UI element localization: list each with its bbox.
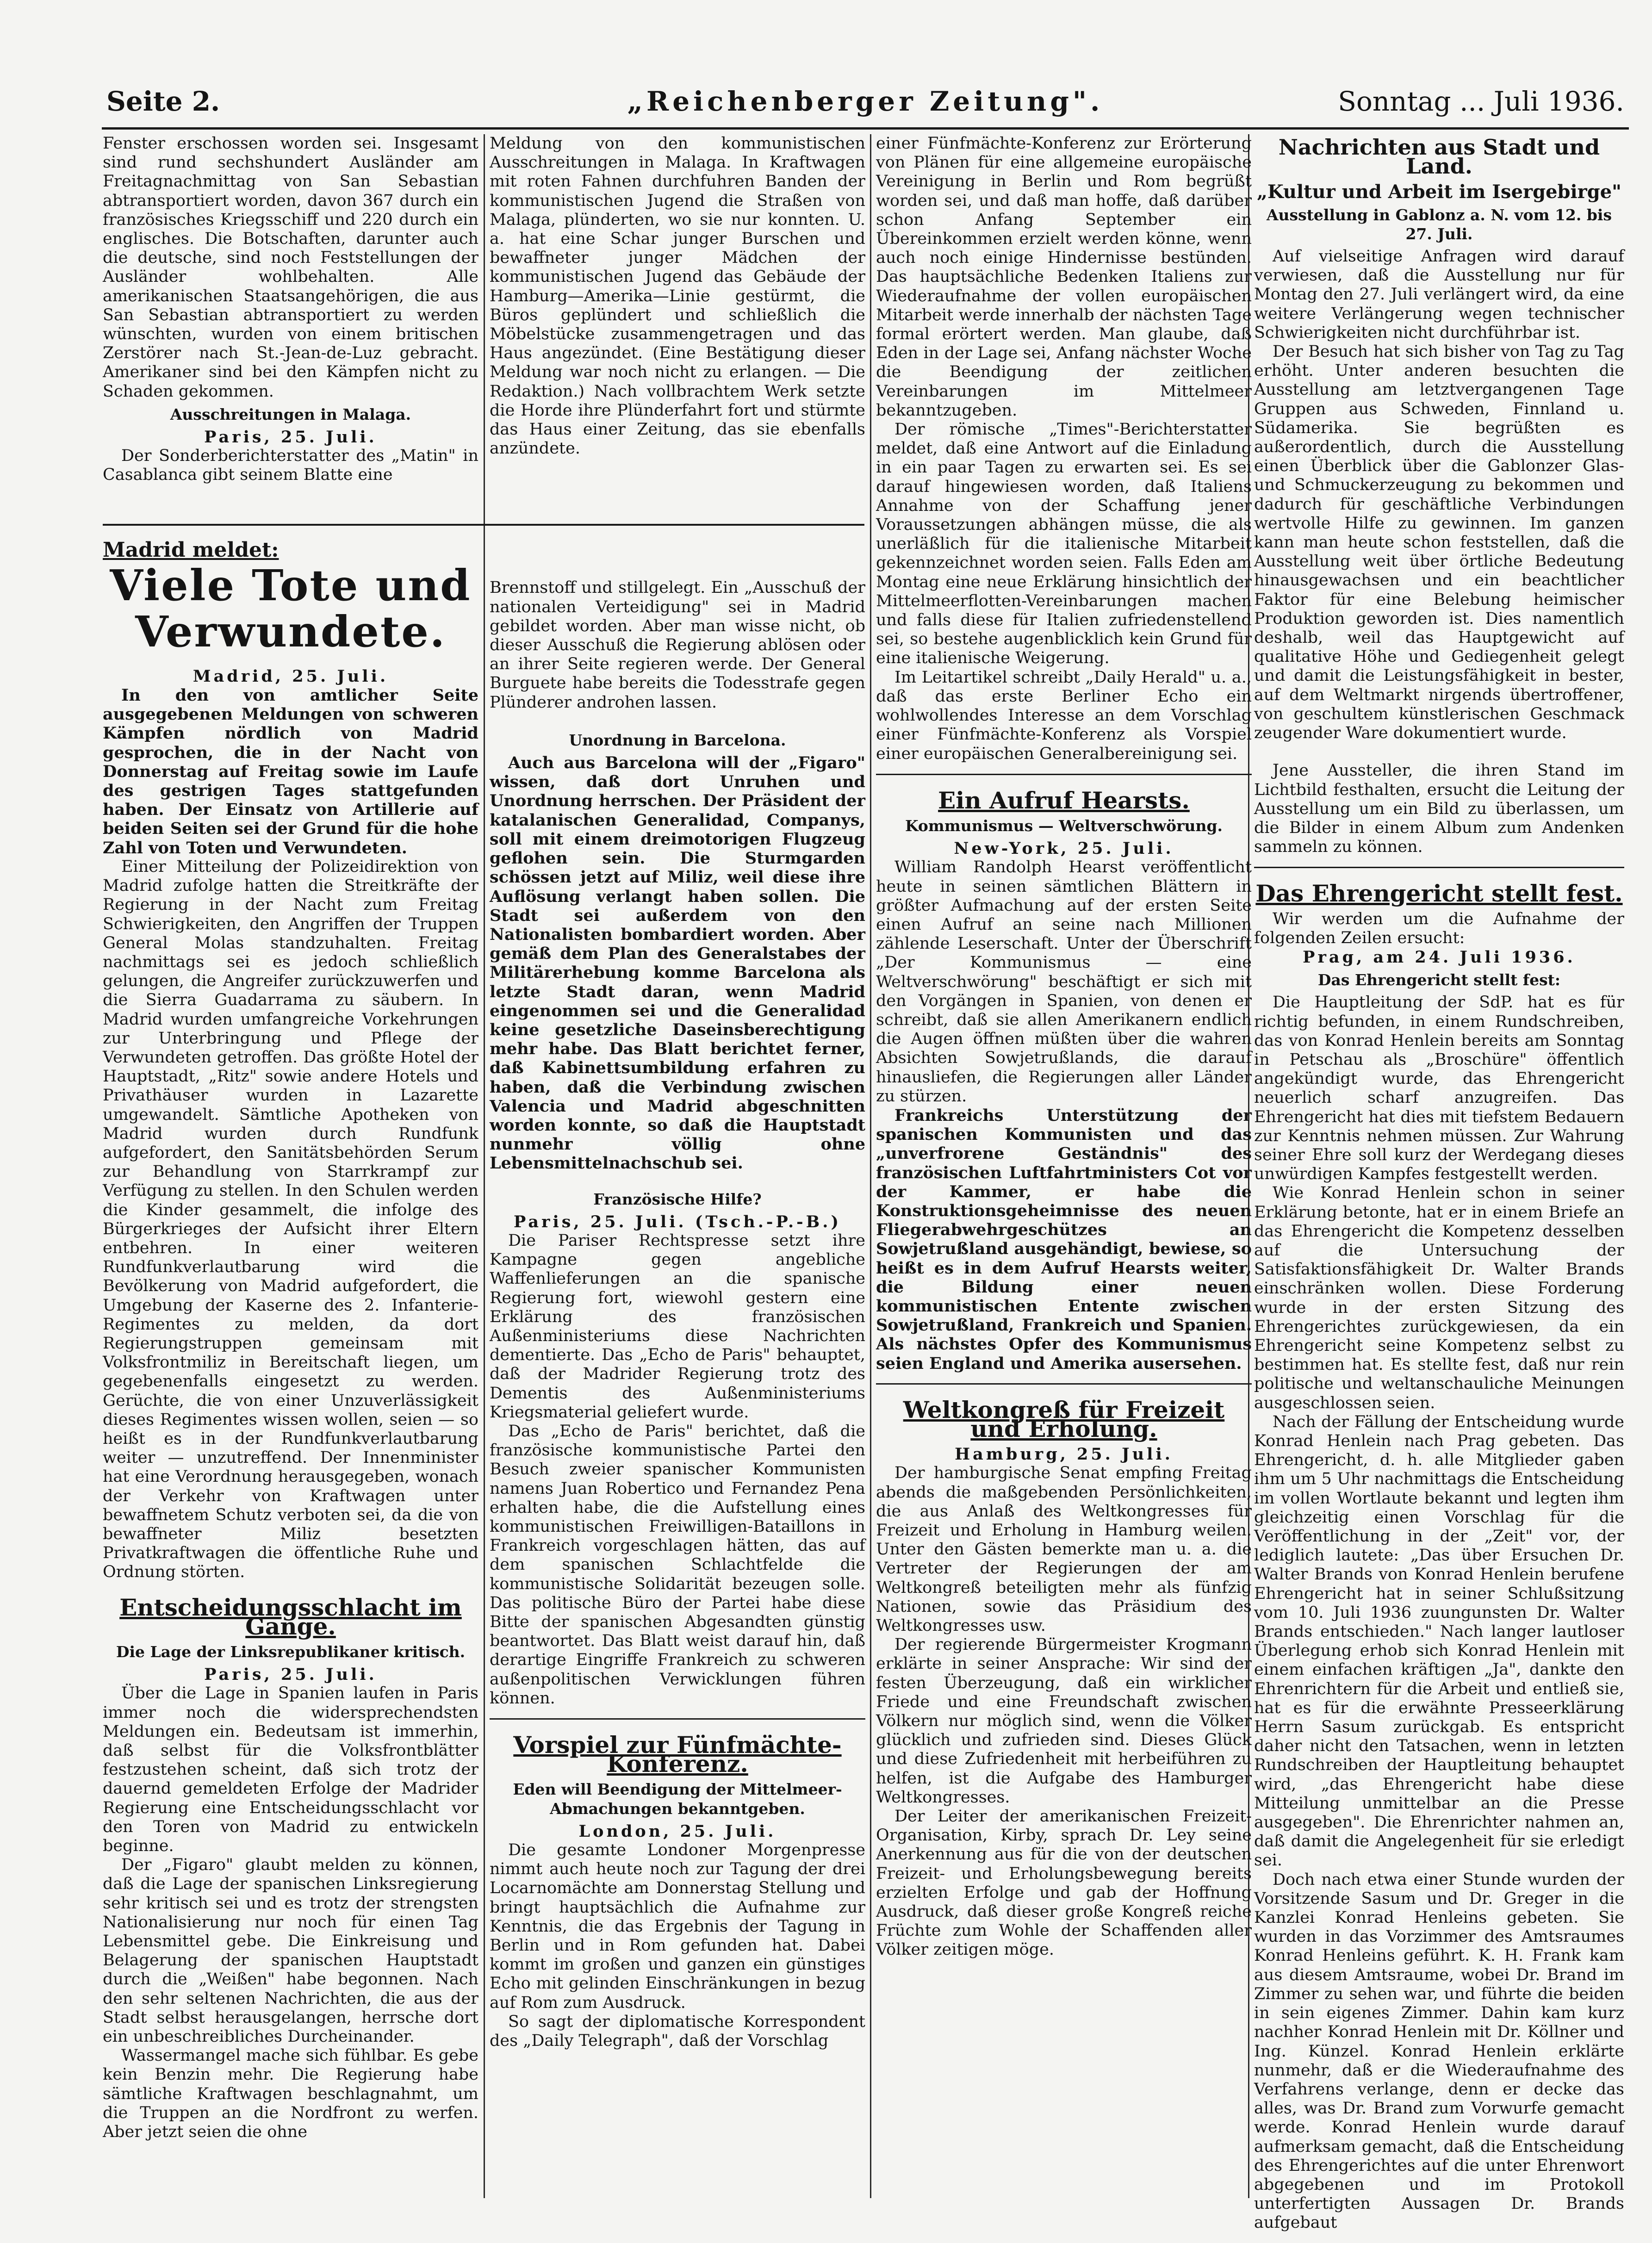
dateline: Hamburg, 25. Juli.	[955, 1445, 1173, 1464]
article-paragraph: Nach der Fällung der Entscheidung wurde Konrad Henlein nach Prag gebeten. Das Ehrengericht, d. h. alle Mitglieder gaben ihm um 5 Uhr nachmittags die Entscheidung im vollen Wortlaute bekannt und legten ihm gleichzeitig einen Vorschlag für die Veröffentlichung in der „Zeit" vor, der lediglich lautete: „Das über Ersuchen Dr. Walter Brands von Konrad Henlein berufene Ehrengericht hat in seiner Schlußsitzung vom 10. Juli 1936 zuungunsten Dr. Walter Brands entschieden." Nach langer lautloser Überlegung erhob sich Konrad Henlein mit einem einfachen kräftigen „Ja", dankte den Ehrenrichtern für die Arbeit und entließ sie, hat es für die erwähnte Presseerklärung Herrn Sasum zurückgab. Es entspricht daher nicht den Tatsachen, wenn in letzten Rundschreiben der Hauptleitung behauptet wird, „das Ehrengericht habe diese Mitteilung unmittelbar an die Presse ausgegeben". Die Ehrenrichter nahmen an, daß damit die Angelegenheit für sie erledigt sei.	[1254, 1412, 1624, 1870]
article-paragraph: Wie Konrad Henlein schon in seiner Erklärung betonte, hat er in einem Briefe an das Ehrengericht die Kompetenz desselben auf die Untersuchung der Satisfaktionsfähigkeit Dr. Walter Brands einschränken wollen. Diese Forderung wurde in der ersten Sitzung des Ehrengerichtes zurückgewiesen, da ein Ehrengericht seine Kompetenz selbst zu bestimmen hat. Es stellte fest, daß nur rein politische und weltanschauliche Meinungen ausgeschlossen seien.	[1254, 1184, 1624, 1412]
article-paragraph: Der regierende Bürgermeister Krogmann erklärte in seiner Ansprache: Wir sind der festen Überzeugung, daß ein wirklicher Friede und eine Freundschaft zwischen Völkern nur möglich sind, wenn die Völker glücklich und zufrieden sind. Dieses Glück und diese Zufriedenheit mit herbeiführen zu helfen, ist die Aufgabe des Hamburger Weltkongresses.	[876, 1635, 1252, 1807]
column-4	[1254, 134, 1624, 2232]
kicker: Madrid meldet:	[103, 538, 279, 562]
page-number: Seite 2.	[106, 86, 220, 117]
main-headline: Viele Tote und Verwundete.	[110, 560, 472, 657]
subheadline: Eden will Beendigung der Mittelmeer-Abmachungen bekanntgeben.	[513, 1780, 842, 1818]
section-heading: Unordnung in Barcelona.	[569, 731, 786, 749]
section-title: Nachrichten aus Stadt und Land.	[1278, 135, 1600, 179]
column-rule	[484, 134, 485, 2198]
subheadline: Kommunismus — Weltverschwörung.	[905, 816, 1223, 835]
article-headline: Vorspiel zur Fünfmächte-Konferenz.	[513, 1731, 842, 1778]
article-paragraph: Auch aus Barcelona will der „Figaro" wissen, daß dort Unruhen und Unordnung herrschen. Der Präsident der katalanischen Generalidad, Companys, soll mit einem dreimotorigen Flugzeug geflohen sein. Die Sturmgarden schössen jetzt auf Miliz, weil diese ihre Auflösung verlangt haben sollen. Die Stadt sei außerdem von den Nationalisten bombardiert worden. Aber gemäß dem Plan des Generalstabes der Militärerhebung komme Barcelona als letzte Stadt daran, wenn Madrid eingenommen sei und die Generalidad keine gesetzliche Daseinsberechtigung mehr habe. Das Blatt berichtet ferner, daß Kabinettsumbildung erfahren zu haben, daß die Verbindung zwischen Valencia und Madrid abgeschnitten worden konnte, so daß die Hauptstadt nunmehr völlig ohne Lebensmittelnachschub sei.	[490, 753, 865, 1173]
article-paragraph: Der „Figaro" glaubt melden zu können, daß die Lage der spanischen Linksregierung sehr kritisch sei und es trotz der strengsten Nationalisierung nur noch für einen Tag Lebensmittel gebe. Die Einkreisung und Belagerung der spanischen Hauptstadt durch die „Weißen" habe begonnen. Nach den sehr seltenen Nachrichten, die aus der Stadt selbst herausgelangen, herrsche dort ein unbeschreibliches Durcheinander.	[103, 1856, 478, 2046]
article-paragraph: Wassermangel mache sich fühlbar. Es gebe kein Benzin mehr. Die Regierung habe sämtliche Kraftwagen beschlagnahmt, um die Truppen an die Nordfront zu werfen. Aber jetzt seien die ohne	[103, 2046, 478, 2142]
section-heading: Ausschreitungen in Malaga.	[170, 405, 411, 423]
article-paragraph: Im Leitartikel schreibt „Daily Herald" u. a., daß das erste Berliner Echo ein wohlwollendes Interesse an dem Vorschlag einer Fünfmächte-Konferenz als Vorspiel einer europäischen Generalbereinigung sei.	[876, 668, 1252, 763]
header-rule	[102, 127, 1629, 130]
article-paragraph: Die gesamte Londoner Morgenpresse nimmt auch heute noch zur Tagung der drei Locarnomächte am Donnerstag Stellung und bringt hauptsächlich die Aufnahme zur Kenntnis, die das Ergebnis der Tagung in Berlin und in Rom gefunden hat. Dabei kommt im großen und ganzen ein günstiges Echo mit gelinden Einschränkungen in bezug auf Rom zum Ausdruck.	[490, 1841, 865, 2012]
subheadline: Die Lage der Linksrepublikaner kritisch.	[116, 1643, 466, 1661]
subheadline: Ausstellung in Gablonz a. N. vom 12. bis 27. Juli.	[1266, 205, 1612, 243]
article-paragraph: So sagt der diplomatische Korrespondent des „Daily Telegraph", daß der Vorschlag	[490, 2012, 865, 2050]
column-1	[103, 134, 478, 2203]
column-2	[490, 134, 865, 2203]
article-paragraph: Der hamburgische Senat empfing Freitag abends die maßgebenden Persönlichkeiten, die aus Anlaß des Weltkongresses für Freizeit und Erholung in Hamburg weilen. Unter den Gästen bemerkte man u. a. die Vertreter der Regierungen der am Weltkongreß beteiligten mehr als fünfzig Nationen, sowie das Präsidium des Weltkongresses usw.	[876, 1464, 1252, 1635]
article-paragraph: Brennstoff und stillgelegt. Ein „Ausschuß der nationalen Verteidigung" sei in Madrid gebildet worden. Aber man wisse nicht, ob dieser Ausschuß die Regierung ablösen oder an ihrer Seite regieren werde. Der General Burguete habe bereits die Todesstrafe gegen Plünderer androhen lassen.	[490, 578, 865, 712]
article-paragraph: Die Pariser Rechtspresse setzt ihre Kampagne gegen angebliche Waffenlieferungen an die spanische Regierung fort, wiewohl gestern eine Erklärung des französischen Außenministeriums diese Nachrichten dementierte. Das „Echo de Paris" behauptet, daß der Madrider Regierung trotz des Dementis des Außenministeriums Kriegsmaterial geliefert wurde.	[490, 1231, 865, 1422]
article-paragraph: Jene Aussteller, die ihren Stand im Lichtbild festhalten, ersucht die Leitung der Ausstellung um ein Bild zu überlassen, um die Bilder in einem Album zum Andenken sammeln zu können.	[1254, 761, 1624, 857]
column-3	[876, 134, 1252, 2203]
article-divider	[490, 1718, 865, 1720]
article-paragraph: Frankreichs Unterstützung der spanischen Kommunisten und das „unverfrorene Geständnis" des französischen Luftfahrtministers Cot vor der Kammer, er habe die Konstruktionsgeheimnisse des neuen Fliegerabwehrgeschützes an Sowjetrußland ausgehändigt, bewiese, so heißt es in dem Aufruf Hearsts weiter, die Bildung einer neuen kommunistischen Entente zwischen Sowjetrußland, Frankreich und Spanien. Als nächstes Opfer des Kommunismus seien England und Amerika ausersehen.	[876, 1106, 1252, 1373]
article-paragraph: Auf vielseitige Anfragen wird darauf verwiesen, daß die Ausstellung nur für Montag den 27. Juli verlängert wird, da eine weitere Verlängerung wegen technischer Schwierigkeiten nicht durchführbar ist.	[1254, 247, 1624, 342]
article-paragraph: Wir werden um die Aufnahme der folgenden Zeilen ersucht:	[1254, 909, 1624, 947]
dateline: Madrid, 25. Juli.	[193, 666, 389, 686]
article-headline: „Kultur und Arbeit im Isergebirge"	[1256, 181, 1622, 203]
article-paragraph: Doch nach etwa einer Stunde wurden der Vorsitzende Sasum und Dr. Greger in die Kanzlei Konrad Henleins gebeten. Sie wurden in das Vorzimmer des Amtsraumes Konrad Henleins geführt. K. H. Frank kam aus diesem Amtsraume, wobei Dr. Brand im Zimmer zu sehen war, und führte die beiden in sein eigenes Zimmer. Dahin kam kurz nachher Konrad Henlein mit Dr. Köllner und Ing. Künzel. Konrad Henlein erklärte nunmehr, daß er die Wiederaufnahme des Verfahrens verlange, denn er decke das alles, was Dr. Brand zum Vorwurfe gemacht werde. Konrad Henlein wurde darauf aufmerksam gemacht, daß die Entscheidung des Ehrengerichtes auf die unter Ehrenwort abgegebenen und im Protokoll unterfertigten Aussagen Dr. Brands aufgebaut	[1254, 1870, 1624, 2232]
issue-date: Sonntag ... Juli 1936.	[1338, 86, 1624, 117]
dateline: Prag, am 24. Juli 1936.	[1303, 947, 1576, 967]
article-paragraph: Einer Mitteilung der Polizeidirektion von Madrid zufolge hatten die Streitkräfte der Regierung in der Nacht zum Freitag Schwierigkeiten, den Angriffen der Truppen General Molas standzuhalten. Freitag nachmittags sei es jedoch schließlich gelungen, die Angreifer zurückzuwerfen und die Sierra Guadarrama zu säubern. In Madrid wurden umfangreiche Vorkehrungen zur Unterbringung und Pflege der Verwundeten getroffen. Das größte Hotel der Hauptstadt, „Ritz" sowie andere Hotels und Privathäuser wurden in Lazarette umgewandelt. Sämtliche Apotheken von Madrid wurden durch Rundfunk aufgefordert, den Sanitätsbehörden Serum zur Behandlung von Starrkrampf zur Verfügung zu stellen. In den Schulen werden die Kinder gesammelt, die infolge des Bürgerkrieges der Aufsicht ihrer Eltern entbehren. In einer weiteren Rundfunkverlautbarung wird die Bevölkerung von Madrid aufgefordert, die Umgebung der Kaserne des 2. Infanterie-Regimentes zu melden, da dort Regierungstruppen gemeinsam mit Volksfrontmiliz in Bereitschaft liegen, um gegebenenfalls eingesetzt zu werden. Gerüchte, die von einer Unzuverlässigkeit dieses Regimentes wissen wollen, seien — so heißt es in der Rundfunkverlautbarung weiter — unzutreffend. Der Innenminister hat eine Verordnung herausgegeben, wonach der Verkehr von Kraftwagen unter bewaffnetem Schutz verboten sei, da die von bewaffneter Miliz besetzten Privatkraftwagen die öffentliche Ruhe und Ordnung störten.	[103, 857, 478, 1582]
section-heading: Französische Hilfe?	[593, 1190, 762, 1208]
article-divider	[1254, 867, 1624, 868]
article-paragraph: Der Leiter der amerikanischen Freizeit-Organisation, Kirby, sprach Dr. Ley seine Anerkennung aus für die von der deutschen Freizeit- und Erholungsbewegung bereits erzielten Erfolge und gab der Hoffnung Ausdruck, daß dieser große Kongreß reiche Früchte zum Wohle der Schaffenden aller Völker zeitigen möge.	[876, 1807, 1252, 1959]
article-paragraph: einer Fünfmächte-Konferenz zur Erörterung von Plänen für eine allgemeine europäische Vereinigung in Berlin und Rom begrüßt worden sei, und daß man hoffe, daß darüber schon Anfang September ein Übereinkommen erzielt werden könne, wenn auch noch einige Hindernisse bestünden. Das hauptsächliche Bedenken Italiens zur Wiederaufnahme der vollen europäischen Mitarbeit werde innerhalb der nächsten Tage formal erörtert werden. Man glaube, daß Eden in der Lage sei, Anfang nächster Woche die Beendigung der zeitlichen Vereinbarungen im Mittelmeer bekanntzugeben.	[876, 134, 1252, 420]
dateline: New-York, 25. Juli.	[954, 839, 1174, 858]
article-divider	[876, 1383, 1252, 1385]
article-paragraph: Der Sonderberichterstatter des „Matin" in Casablanca gibt seinem Blatte eine	[103, 447, 478, 485]
article-divider	[876, 774, 1252, 775]
dateline: Paris, 25. Juli. (Tsch.-P.-B.)	[513, 1212, 842, 1231]
article-paragraph: William Randolph Hearst veröffentlicht heute in seinen sämtlichen Blättern in größter Aufmachung auf der ersten Seite einen Aufruf an seine nach Millionen zählende Leserschaft. Unter der Überschrift „Der Kommunismus — eine Weltverschwörung" beschäftigt er sich mit den Vorgängen in Spanien, von denen er schreibt, daß sie allen Amerikanern endlich die Augen öffnen müßten über die wahren Absichten Sowjetrußlands, die darauf hinausliefen, die Regierungen aller Länder zu stürzen.	[876, 858, 1252, 1106]
subheadline: Das Ehrengericht stellt fest:	[1317, 971, 1561, 989]
column-rule	[870, 134, 871, 2198]
article-paragraph: Die Hauptleitung der SdP. hat es für richtig befunden, in einem Rundschreiben, das von Konrad Henlein bereits am Sonntag in Petschau als „Broschüre" öffentlich angekündigt wurde, das Ehrengericht neuerlich scharf anzugreifen. Das Ehrengericht hat dies mit tiefstem Bedauern zur Kenntnis nehmen müssen. Zur Wahrung seiner Ehre soll kurz der Werdegang dieses unwürdigen Kampfes festgestellt werden.	[1254, 993, 1624, 1184]
section-rule	[103, 524, 864, 526]
page-header	[106, 81, 1624, 123]
article-paragraph: Das „Echo de Paris" berichtet, daß die französische kommunistische Partei den Besuch zweier spanischer Kommunisten namens Juan Robertico und Fernandez Pena erhalten habe, die die Aufstellung eines kommunistischen Freiwilligen-Bataillons in Frankreich vorgeschlagen hätten, das auf dem spanischen Schlachtfelde die kommunistische Solidarität bezeugen solle. Das politische Büro der Partei habe diese Bitte der spanischen Abgesandten günstig beantwortet. Das Blatt weist darauf hin, daß derartige Eingriffe Frankreich zu schweren außenpolitischen Verwicklungen führen können.	[490, 1422, 865, 1708]
article-paragraph: Der römische „Times"-Berichterstatter meldet, daß eine Antwort auf die Einladung in ein paar Tagen zu erwarten sei. Es sei darauf hingewiesen worden, daß Italiens Annahme von der Schaffung jener Voraussetzungen abhängen müsse, die als unerläßlich für die italienische Mitarbeit gekennzeichnet worden seien. Falls Eden am Montag eine neue Erklärung hinsichtlich der Mittelmeerflotten-Vereinbarungen machen und falls diese für Italien zufriedenstellend sei, so bestehe augenblicklich kein Grund für eine italienische Weigerung.	[876, 420, 1252, 668]
article-paragraph: Meldung von den kommunistischen Ausschreitungen in Malaga. In Kraftwagen mit roten Fahnen durchfuhren Banden der kommunistischen Jugend die Straßen von Malaga, plünderten, wo sie nur konnten. U. a. hat eine Schar junger Burschen und bewaffneter junger Mädchen der kommunistischen Jugend das Gebäude der Hamburg—Amerika—Linie gestürmt, die Büros geplündert und schließlich die Möbelstücke zusammengetragen und das Haus angezündet. (Eine Bestätigung dieser Meldung war noch nicht zu erlangen. — Die Redaktion.) Nach vollbrachtem Werk setzte die Horde ihre Plünderfahrt fort und stürmte das Haus einer Zeitung, das sie ebenfalls anzündete.	[490, 134, 865, 458]
dateline: Paris, 25. Juli.	[204, 428, 377, 447]
article-paragraph: Fenster erschossen worden sei. Insgesamt sind rund sechshundert Ausländer am Freitagnachmittag von San Sebastian abtransportiert worden, davon 367 durch ein französisches Kriegsschiff und 220 durch ein englisches. Die Botschaften, darunter auch die deutsche, sind noch Feststellungen der Ausländer wohlbehalten. Alle amerikanischen Staatsangehörigen, die aus San Sebastian abtransportiert zu werden wünschten, wurden von einem britischen Zerstörer nach St.-Jean-de-Luz gebracht. Amerikaner sind bei den Kämpfen nicht zu Schaden gekommen.	[103, 134, 478, 401]
article-headline: Das Ehrengericht stellt fest.	[1255, 880, 1623, 907]
article-paragraph: Der Besuch hat sich bisher von Tag zu Tag erhöht. Unter anderen besuchten die Ausstellung am letztvergangenen Tage Gruppen aus Schweden, Finnland u. Südamerika. Sie begrüßten es außerordentlich, durch die Ausstellung einen Überblick über die Gablonzer Glas- und Schmuckerzeugung zu bekommen und dadurch für geschäftliche Verbindungen wertvolle Hilfe zu gewinnen. Im ganzen kann man heute schon feststellen, daß die Ausstellung weit über örtliche Bedeutung hinausgewachsen und ein beachtlicher Faktor für eine Belebung heimischer Produktion geworden ist. Dies namentlich deshalb, weil das Hauptgewicht auf qualitative Höhe und Gediegenheit gelegt und damit die Leistungsfähigkeit in bester, auf dem Weltmarkt nirgends übertroffener, von geschultem künstlerischen Geschmack zeugender Ware dokumentiert wurde.	[1254, 342, 1624, 743]
dateline: London, 25. Juli.	[578, 1821, 776, 1841]
article-headline: Weltkongreß für Freizeit und Erholung.	[903, 1396, 1225, 1442]
article-headline: Entscheidungsschlacht im Gange.	[119, 1593, 462, 1640]
article-headline: Ein Aufruf Hearsts.	[938, 786, 1190, 814]
article-paragraph: In den von amtlicher Seite ausgegebenen Meldungen von schweren Kämpfen nördlich von Madrid gesprochen, die in der Nacht von Donnerstag auf Freitag sowie im Laufe des gestrigen Tages stattgefunden haben. Der Einsatz von Artillerie auf beiden Seiten sei der Grund für die hohe Zahl von Toten und Verwundeten.	[103, 686, 478, 857]
article-paragraph: Über die Lage in Spanien laufen in Paris immer noch die widersprechendsten Meldungen ein. Bedeutsam ist immerhin, daß selbst für die Volksfrontblätter festzustehen scheint, daß sich trotz der dauernd gemeldeten Erfolge der Madrider Regierung eine Entscheidungsschlacht vor den Toren von Madrid zu entwickeln beginne.	[103, 1684, 478, 1856]
dateline: Paris, 25. Juli.	[204, 1665, 377, 1684]
newspaper-title: „Reichenberger Zeitung".	[627, 86, 1104, 117]
